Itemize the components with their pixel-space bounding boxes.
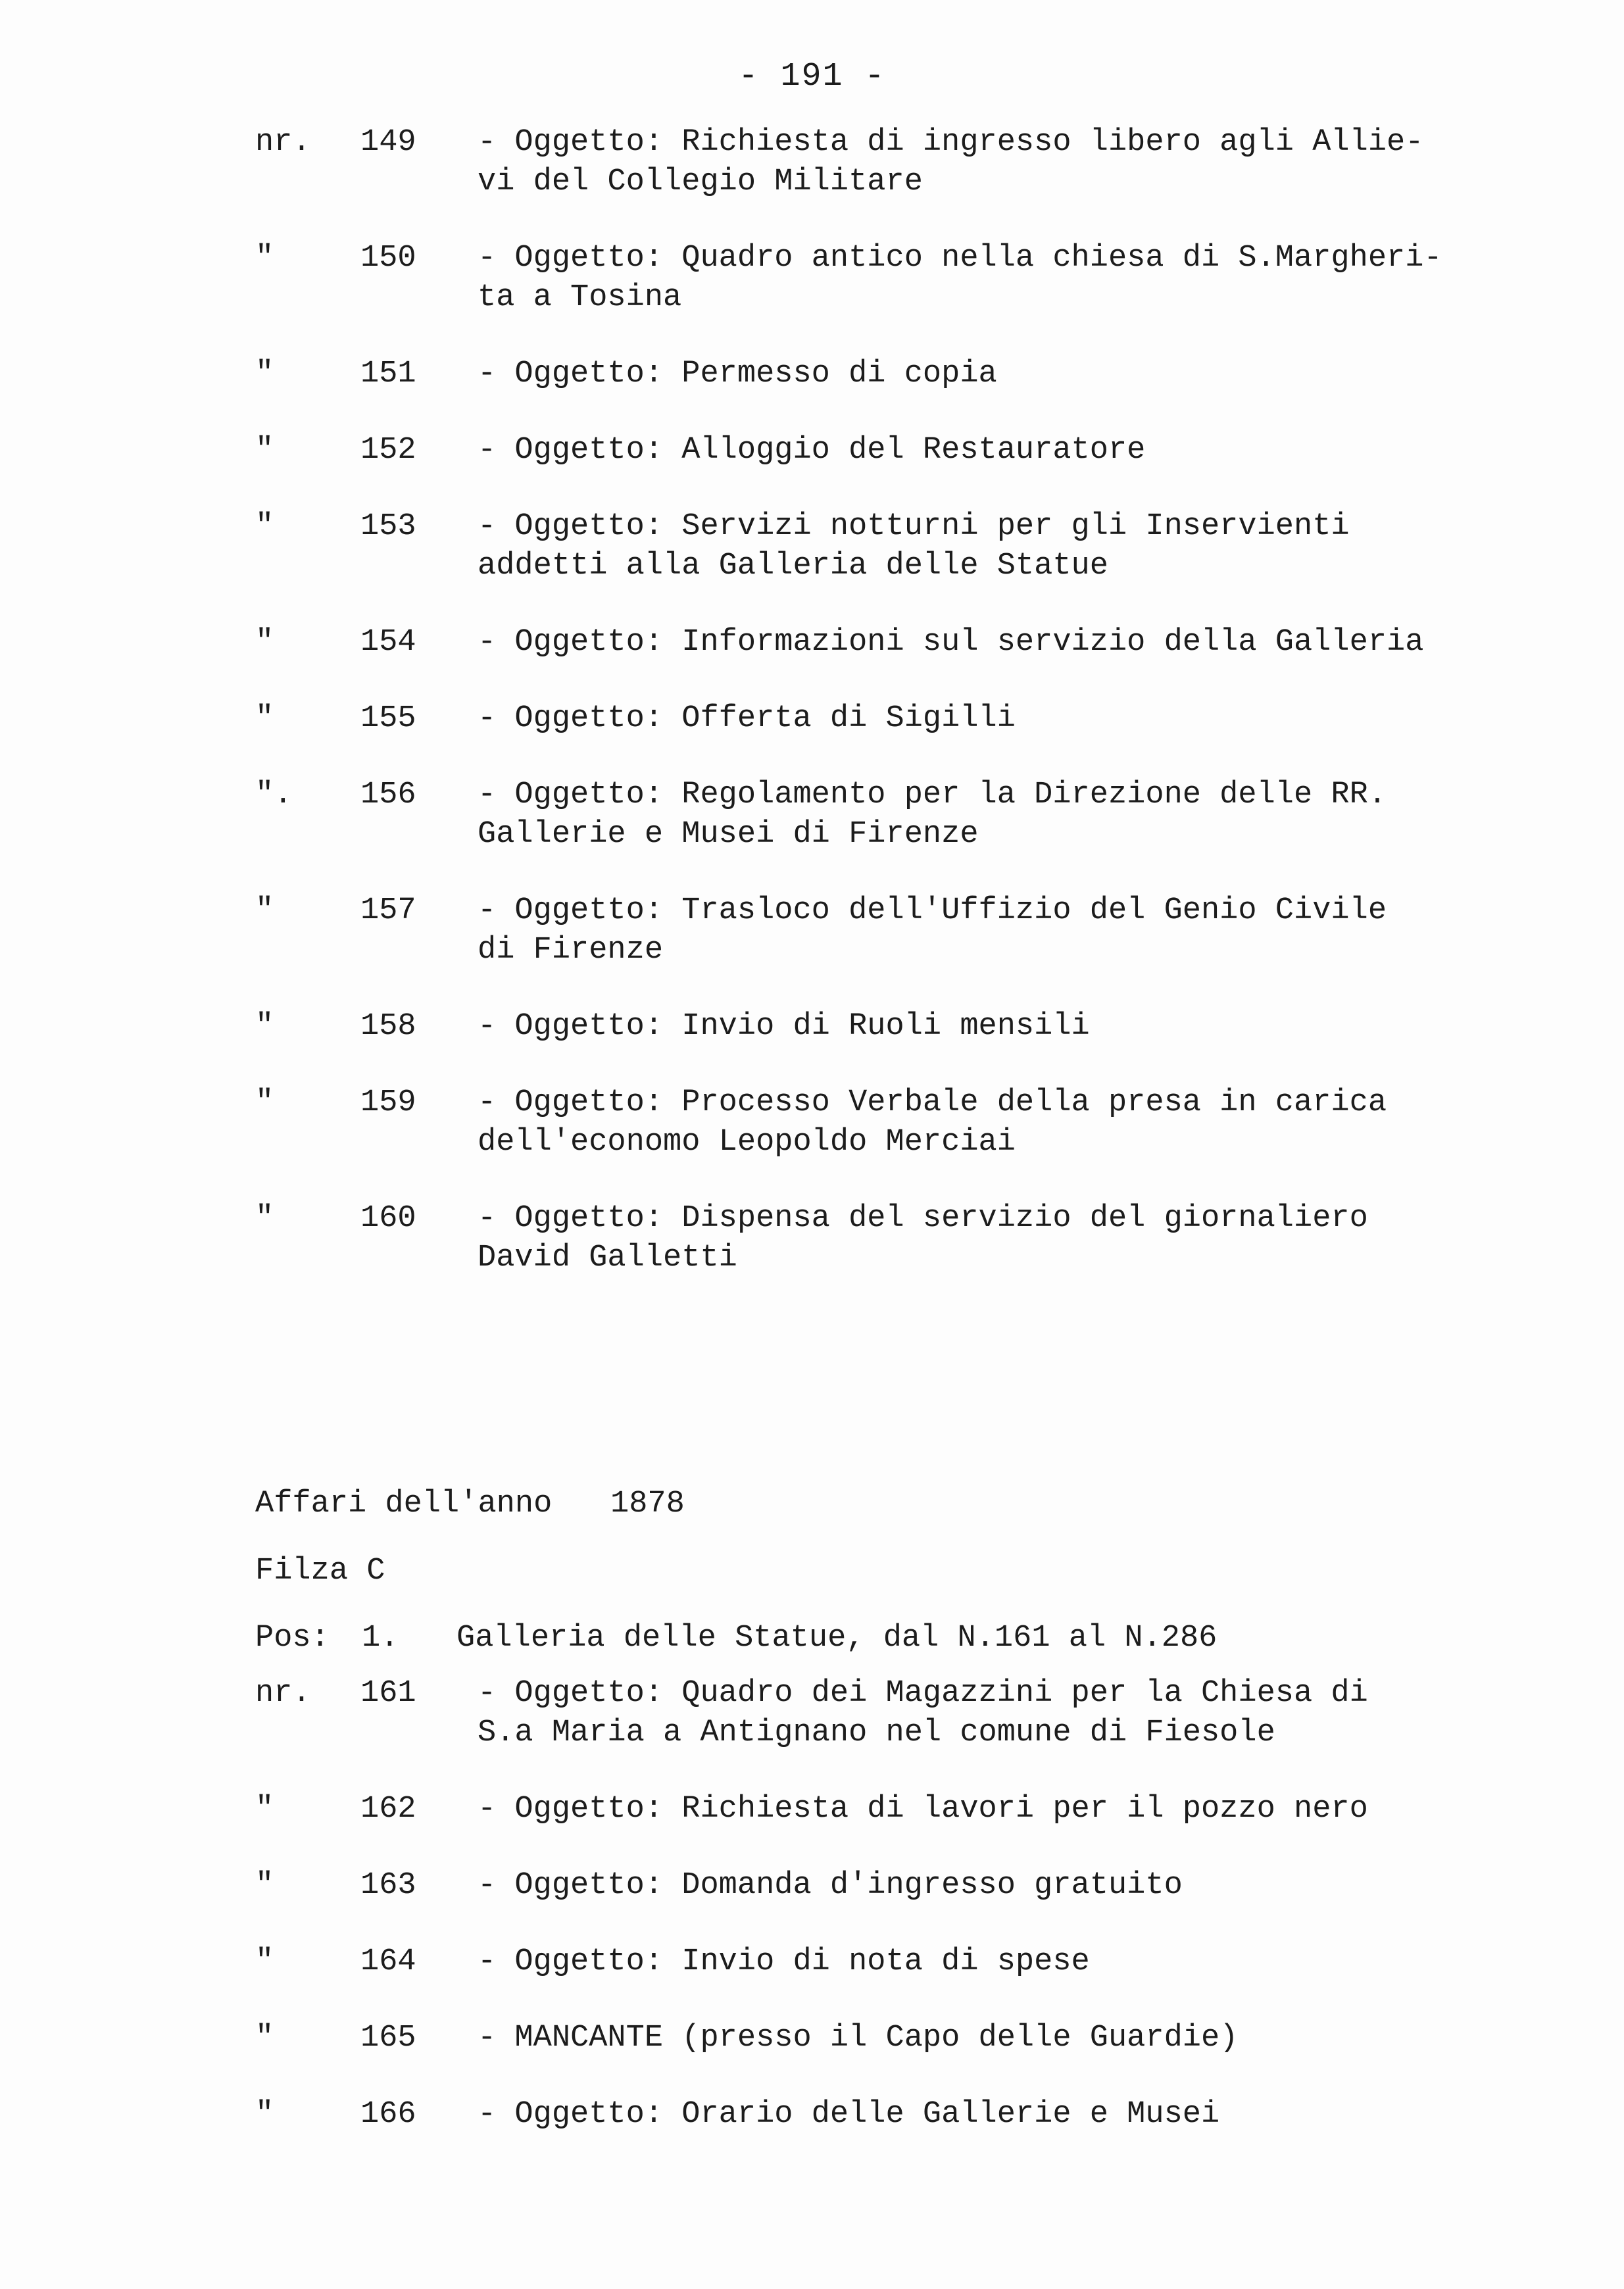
entry-text: - Oggetto: Dispensa del servizio del giornaliero: [478, 1201, 1368, 1236]
list-item: [255, 1084, 1538, 1162]
entry-text: - Oggetto: Richiesta di lavori per il pozzo nero: [478, 1792, 1368, 1827]
entry-text: - Oggetto: Processo Verbale della presa in carica: [478, 1085, 1387, 1120]
pos-text: Galleria delle Statue, dal N.161 al N.286: [456, 1621, 1218, 1656]
entry-text: - Oggetto: Domanda d'ingresso gratuito: [478, 1868, 1183, 1903]
list-item: [255, 1008, 1538, 1046]
affari-label: Affari dell'anno: [255, 1487, 553, 1521]
entry-number: 151: [360, 357, 416, 391]
section-header: [255, 1485, 1538, 1658]
list-item: [255, 892, 1538, 970]
entry-number: 152: [360, 433, 416, 468]
entry-text: - Oggetto: Offerta di Sigilli: [478, 701, 1016, 736]
list-item: [255, 776, 1538, 854]
entry-text: - Oggetto: Servizi notturni per gli Inservienti: [478, 509, 1350, 544]
entry-number: 156: [360, 777, 416, 812]
entry-text: - Oggetto: Richiesta di ingresso libero agli Allie-: [478, 125, 1424, 160]
entry-prefix: ": [255, 1792, 274, 1827]
entry-text: - Oggetto: Orario delle Gallerie e Musei: [478, 2097, 1220, 2132]
entry-text: dell'economo Leopoldo Merciai: [478, 1125, 1016, 1160]
entry-prefix: ": [255, 893, 274, 928]
entries-list-top: [255, 124, 1538, 1277]
list-item: [255, 1943, 1538, 1981]
entry-number: 158: [360, 1009, 416, 1044]
affari-year: 1878: [610, 1487, 685, 1521]
entry-prefix: ": [255, 2097, 274, 2132]
entry-text: - Oggetto: Quadro dei Magazzini per la Chiesa di: [478, 1676, 1368, 1711]
entry-number: 157: [360, 893, 416, 928]
entry-number: 155: [360, 701, 416, 736]
entry-number: 162: [360, 1792, 416, 1827]
list-item: [255, 1675, 1538, 1752]
list-item: [255, 624, 1538, 662]
entry-number: 153: [360, 509, 416, 544]
entry-number: 159: [360, 1085, 416, 1120]
entry-text: David Galletti: [478, 1241, 737, 1275]
pos-number: 1.: [362, 1621, 399, 1656]
entry-number: 163: [360, 1868, 416, 1903]
entry-prefix: ": [255, 1868, 274, 1903]
entry-text: - MANCANTE (presso il Capo delle Guardie): [478, 2021, 1239, 2055]
entry-text: - Oggetto: Alloggio del Restauratore: [478, 433, 1146, 468]
page-number: - 191 -: [738, 58, 886, 95]
entry-prefix: ": [255, 1944, 274, 1979]
list-item: [255, 700, 1538, 738]
entry-prefix: ": [255, 433, 274, 468]
entry-number: 164: [360, 1944, 416, 1979]
list-item: [255, 1200, 1538, 1277]
list-item: [255, 355, 1538, 393]
list-item: [255, 431, 1538, 470]
entry-text: - Oggetto: Quadro antico nella chiesa di S.Margheri-: [478, 241, 1442, 276]
entry-text: - Oggetto: Regolamento per la Direzione delle RR.: [478, 777, 1387, 812]
entry-text: di Firenze: [478, 933, 664, 968]
entry-text: addetti alla Galleria delle Statue: [478, 549, 1108, 583]
list-item: [255, 1867, 1538, 1905]
entry-prefix: ": [255, 1085, 274, 1120]
entry-prefix: ": [255, 1009, 274, 1044]
list-item: [255, 1790, 1538, 1829]
entry-number: 166: [360, 2097, 416, 2132]
entry-prefix: ": [255, 1201, 274, 1236]
entry-prefix: ": [255, 509, 274, 544]
entry-text: - Oggetto: Permesso di copia: [478, 357, 997, 391]
entry-number: 160: [360, 1201, 416, 1236]
entry-prefix: ": [255, 357, 274, 391]
entry-prefix: ": [255, 701, 274, 736]
list-item: [255, 508, 1538, 585]
entries-list-bottom: [255, 1675, 1538, 2134]
entry-prefix: ": [255, 2021, 274, 2055]
entry-text: - Oggetto: Invio di nota di spese: [478, 1944, 1090, 1979]
entry-text: - Oggetto: Invio di Ruoli mensili: [478, 1009, 1090, 1044]
list-item: [255, 124, 1538, 201]
entry-prefix: ": [255, 241, 274, 276]
affari-line: [255, 1485, 1538, 1523]
entry-text: Gallerie e Musei di Firenze: [478, 817, 979, 852]
entry-number: 165: [360, 2021, 416, 2055]
entry-text: - Oggetto: Trasloco dell'Uffizio del Genio Civile: [478, 893, 1387, 928]
filza-line: [255, 1552, 1538, 1590]
filza-label: Filza C: [255, 1554, 385, 1588]
list-item: [255, 2096, 1538, 2134]
entry-text: vi del Collegio Militare: [478, 164, 923, 199]
entry-number: 150: [360, 241, 416, 276]
entry-prefix: nr.: [255, 1676, 311, 1711]
entry-text: S.a Maria a Antignano nel comune di Fiesole: [478, 1715, 1275, 1750]
entry-text: - Oggetto: Informazioni sul servizio della Galleria: [478, 625, 1424, 660]
entry-number: 149: [360, 125, 416, 160]
pos-line: [255, 1619, 1538, 1658]
entry-number: 161: [360, 1676, 416, 1711]
entry-text: ta a Tosina: [478, 280, 682, 315]
entry-prefix: nr.: [255, 125, 311, 160]
list-item: [255, 2019, 1538, 2057]
list-item: [255, 239, 1538, 317]
entry-prefix: ": [255, 625, 274, 660]
pos-label: Pos:: [255, 1621, 330, 1656]
entry-number: 154: [360, 625, 416, 660]
entry-prefix: ".: [255, 777, 293, 812]
